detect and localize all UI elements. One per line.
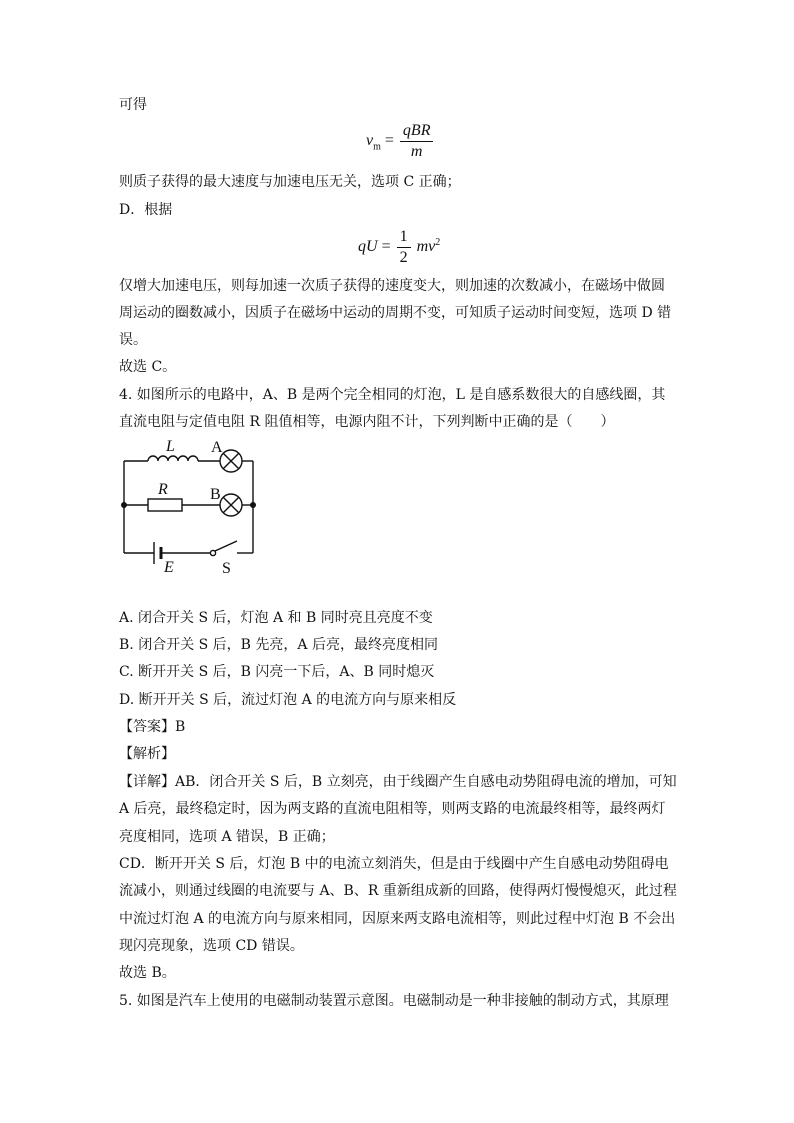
label-L: L [166,438,175,455]
formula-fraction [400,122,434,161]
label-B: B [210,486,221,503]
answer-value: B [175,719,186,735]
formula-subscript: m [373,141,381,153]
option-b: B. 闭合开关 S 后，B 先亮，A 后亮，最终亮度相同 [119,637,438,653]
switch-contact [210,550,215,555]
formula-superscript: 2 [435,236,441,248]
detail-line: CD．断开开关 S 后，灯泡 B 中的电流立刻消失，但是由于线圈中产生自感电动势阻碍电 [119,856,669,872]
text-line: 可得 [119,97,147,113]
text-line: 故选 C。 [119,359,177,375]
junction-dot [250,502,256,508]
formula-fraction [397,228,411,267]
text-line: D．根据 [119,202,173,218]
label-A: A [211,439,223,456]
formula-lhs: v [366,132,374,150]
junction-dot [121,502,127,508]
answer-label: 【答案】 [119,719,175,735]
text-line: 仅增大加速电压，则每加速一次质子获得的速度变大，则加速的次数减小，在磁场中做圆 [119,278,665,294]
formula-denominator: m [410,143,423,160]
option-a: A. 闭合开关 S 后，灯泡 A 和 B 同时亮且亮度不变 [119,610,433,626]
formula-vm [366,122,435,161]
label-R: R [158,481,168,498]
answer-line [119,717,185,737]
inductor-coil [148,456,198,461]
label-S: S [222,560,231,577]
question-4-line: 4. 如图所示的电路中，A、B 是两个完全相同的灯泡，L 是自感系数很大的自感线圈，其 [119,387,666,403]
text-line: 则质子获得的最大速度与加速电压无关，选项 C 正确； [119,174,461,190]
option-c: C. 断开开关 S 后，B 闪亮一下后，A、B 同时熄灭 [119,664,435,680]
switch-lever [215,541,237,551]
detail-line: 流减小，则通过线圈的电流要与 A、B、R 重新组成新的回路，使得两灯慢慢熄灭，此过程 [119,883,677,899]
resistor [148,499,182,511]
text-line: 误。 [119,332,147,348]
question-5-line: 5. 如图是汽车上使用的电磁制动装置示意图。电磁制动是一种非接触的制动方式，其原理 [119,993,669,1009]
detail-line: 亮度相同，选项 A 错误，B 正确； [119,829,335,845]
label-E: E [164,559,174,576]
formula-equals: = [381,238,391,256]
formula-numerator: 1 [397,228,411,248]
detail-line: 现闪亮现象，选项 CD 错误。 [119,938,304,954]
text-line: 周运动的圈数减小，因质子在磁场中运动的周期不变，可知质子运动时间变短，选项 D 错 [119,305,672,321]
circuit-diagram [110,432,280,582]
detail-line: 故选 B。 [119,965,176,981]
formula-equals: = [384,132,394,150]
detail-line: 【详解】AB．闭合开关 S 后，B 立刻亮，由于线圈产生自感电动势阻碍电流的增加，可知 [119,774,677,790]
formula-lhs: qU [358,238,378,256]
question-4-line: 直流电阻与定值电阻 R 阻值相等，电源内阻不计，下列判断中正确的是（ ） [119,414,615,430]
formula-numerator: qBR [400,122,434,142]
formula-rhs: mv [416,238,436,256]
formula-qU [358,228,440,267]
formula-denominator: 2 [399,249,408,266]
detail-line: 中流过灯泡 A 的电流方向与原来相同，因原来两支路电流相等，则此过程中灯泡 B 不会出 [119,911,676,927]
analysis-label: 【解析】 [119,746,175,762]
detail-line: A 后亮，最终稳定时，因为两支路的直流电阻相等，则两支路的电流最终相等，最终两灯 [119,801,666,817]
option-d: D. 断开开关 S 后，流过灯泡 A 的电流方向与原来相反 [119,692,457,708]
